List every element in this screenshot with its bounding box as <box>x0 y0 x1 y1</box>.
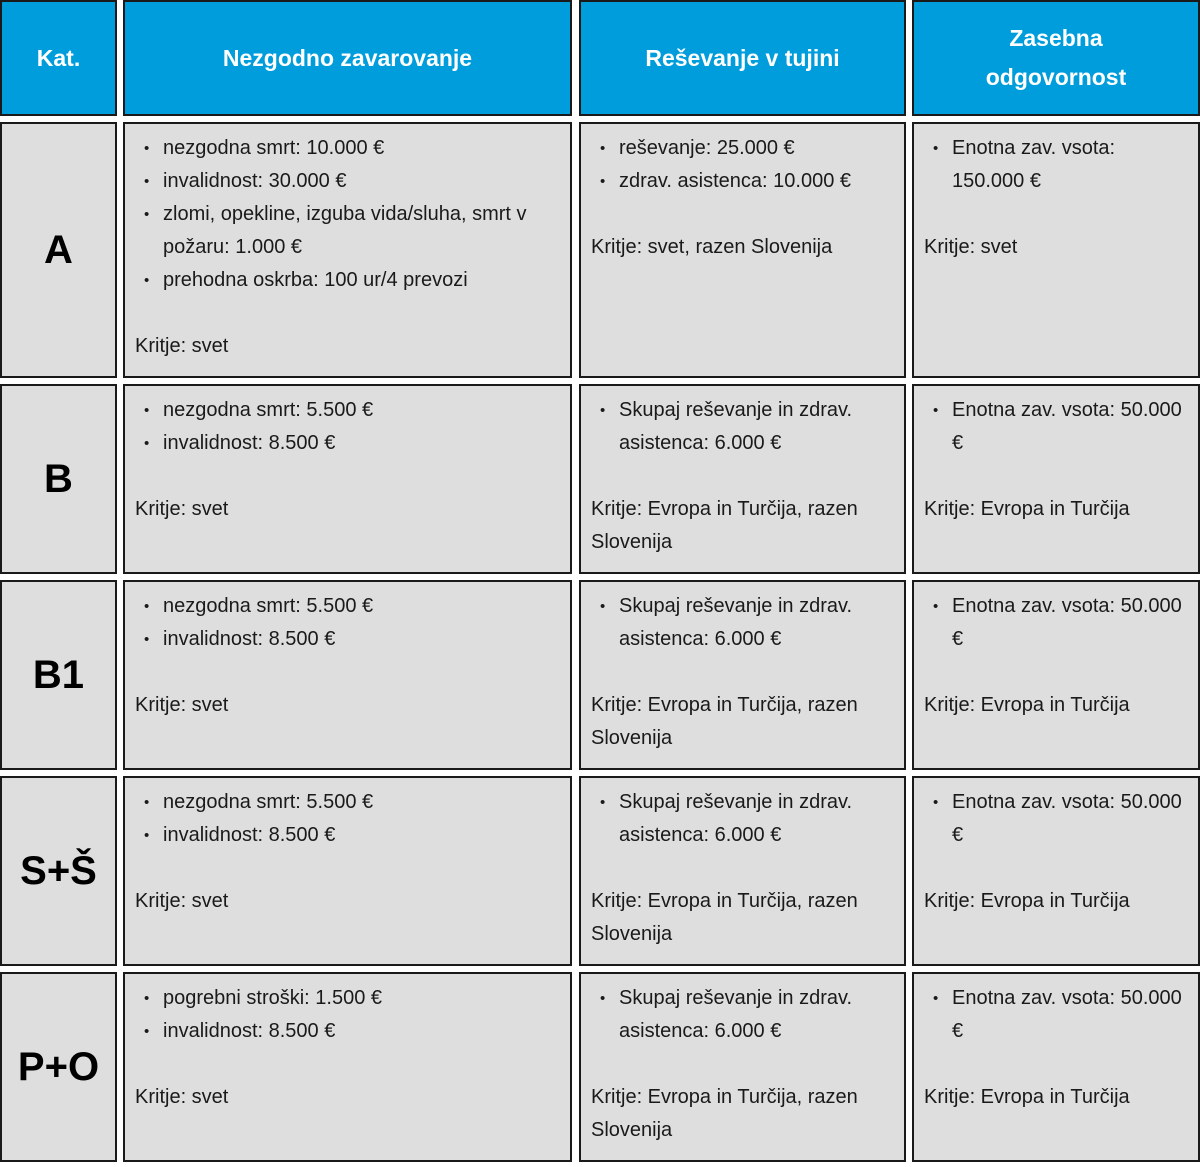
header-rescue-label: Reševanje v tujini <box>645 44 840 71</box>
category-cell-a <box>0 122 117 378</box>
header-private-liability <box>912 0 1200 116</box>
header-rescue-abroad <box>579 0 906 116</box>
liability-cell-a <box>912 122 1200 378</box>
category-label: S+Š <box>20 848 97 893</box>
list-item: • Skupaj reševanje in zdrav. asistenca: 6.000 € <box>619 786 894 852</box>
accident-cell-b <box>123 384 572 574</box>
liability-list <box>924 590 1188 656</box>
list-item: • Skupaj reševanje in zdrav. asistenca: 6.000 € <box>619 394 894 460</box>
accident-list <box>135 132 560 297</box>
coverage-text: Kritje: svet <box>135 335 229 357</box>
category-label: A <box>44 227 73 272</box>
list-item: • invalidnost: 8.500 € <box>163 819 560 852</box>
liability-cell-p-o <box>912 972 1200 1162</box>
rescue-list <box>591 982 894 1048</box>
coverage-text: Kritje: Evropa in Turčija, razen Slovenija <box>591 890 858 945</box>
coverage-text: Kritje: svet <box>135 1086 229 1108</box>
coverage-text: Kritje: Evropa in Turčija <box>924 1086 1130 1108</box>
list-item: • invalidnost: 8.500 € <box>163 427 560 460</box>
coverage-text: Kritje: svet <box>135 694 229 716</box>
coverage-text: Kritje: svet, razen Slovenija <box>591 236 833 258</box>
liability-cell-s-s <box>912 776 1200 966</box>
list-item: • Enotna zav. vsota: 50.000 € <box>952 982 1188 1048</box>
category-label: B <box>44 456 73 501</box>
rescue-cell-b <box>579 384 906 574</box>
coverage-text: Kritje: Evropa in Turčija <box>924 890 1130 912</box>
list-item: • zlomi, opekline, izguba vida/sluha, smrt v požaru: 1.000 € <box>163 198 560 264</box>
rescue-list <box>591 590 894 656</box>
list-item: • invalidnost: 30.000 € <box>163 165 560 198</box>
list-item: • Skupaj reševanje in zdrav. asistenca: 6.000 € <box>619 590 894 656</box>
list-item: • Enotna zav. vsota: 150.000 € <box>952 132 1188 198</box>
coverage-text: Kritje: svet <box>924 236 1018 258</box>
category-cell-b1 <box>0 580 117 770</box>
liability-list <box>924 786 1188 852</box>
rescue-list <box>591 786 894 852</box>
accident-list <box>135 590 560 656</box>
list-item: • zdrav. asistenca: 10.000 € <box>619 165 894 198</box>
list-item: • nezgodna smrt: 5.500 € <box>163 786 560 819</box>
coverage-text: Kritje: svet <box>135 498 229 520</box>
accident-cell-s-s <box>123 776 572 966</box>
rescue-cell-s-s <box>579 776 906 966</box>
accident-list <box>135 982 560 1048</box>
category-cell-p-o <box>0 972 117 1162</box>
list-item: • nezgodna smrt: 5.500 € <box>163 394 560 427</box>
rescue-list <box>591 132 894 198</box>
accident-list <box>135 394 560 460</box>
coverage-text: Kritje: svet <box>135 890 229 912</box>
list-item: • invalidnost: 8.500 € <box>163 1015 560 1048</box>
list-item: • nezgodna smrt: 10.000 € <box>163 132 560 165</box>
accident-cell-a <box>123 122 572 378</box>
liability-cell-b <box>912 384 1200 574</box>
rescue-cell-p-o <box>579 972 906 1162</box>
list-item: • nezgodna smrt: 5.500 € <box>163 590 560 623</box>
rescue-list <box>591 394 894 460</box>
rescue-cell-b1 <box>579 580 906 770</box>
liability-list <box>924 132 1188 198</box>
list-item: • Skupaj reševanje in zdrav. asistenca: 6.000 € <box>619 982 894 1048</box>
category-cell-b <box>0 384 117 574</box>
rescue-cell-a <box>579 122 906 378</box>
list-item: • reševanje: 25.000 € <box>619 132 894 165</box>
header-category <box>0 0 117 116</box>
header-accident-insurance <box>123 0 572 116</box>
list-item: • prehodna oskrba: 100 ur/4 prevozi <box>163 264 560 297</box>
category-cell-s-s <box>0 776 117 966</box>
list-item: • Enotna zav. vsota: 50.000 € <box>952 786 1188 852</box>
accident-list <box>135 786 560 852</box>
list-item: • Enotna zav. vsota: 50.000 € <box>952 394 1188 460</box>
coverage-text: Kritje: Evropa in Turčija, razen Slovenija <box>591 1086 858 1141</box>
liability-list <box>924 982 1188 1048</box>
accident-cell-p-o <box>123 972 572 1162</box>
coverage-text: Kritje: Evropa in Turčija <box>924 694 1130 716</box>
header-accident-label: Nezgodno zavarovanje <box>222 44 473 71</box>
coverage-text: Kritje: Evropa in Turčija, razen Slovenija <box>591 498 858 553</box>
coverage-text: Kritje: Evropa in Turčija <box>924 498 1130 520</box>
list-item: • Enotna zav. vsota: 50.000 € <box>952 590 1188 656</box>
liability-list <box>924 394 1188 460</box>
accident-cell-b1 <box>123 580 572 770</box>
category-label: P+O <box>17 1044 100 1089</box>
header-liability-label: Zasebna odgovornost <box>985 25 1127 90</box>
category-label: B1 <box>32 652 85 697</box>
coverage-text: Kritje: Evropa in Turčija, razen Slovenija <box>591 694 858 749</box>
header-category-label: Kat. <box>36 44 81 71</box>
liability-cell-b1 <box>912 580 1200 770</box>
list-item: • invalidnost: 8.500 € <box>163 623 560 656</box>
list-item: • pogrebni stroški: 1.500 € <box>163 982 560 1015</box>
